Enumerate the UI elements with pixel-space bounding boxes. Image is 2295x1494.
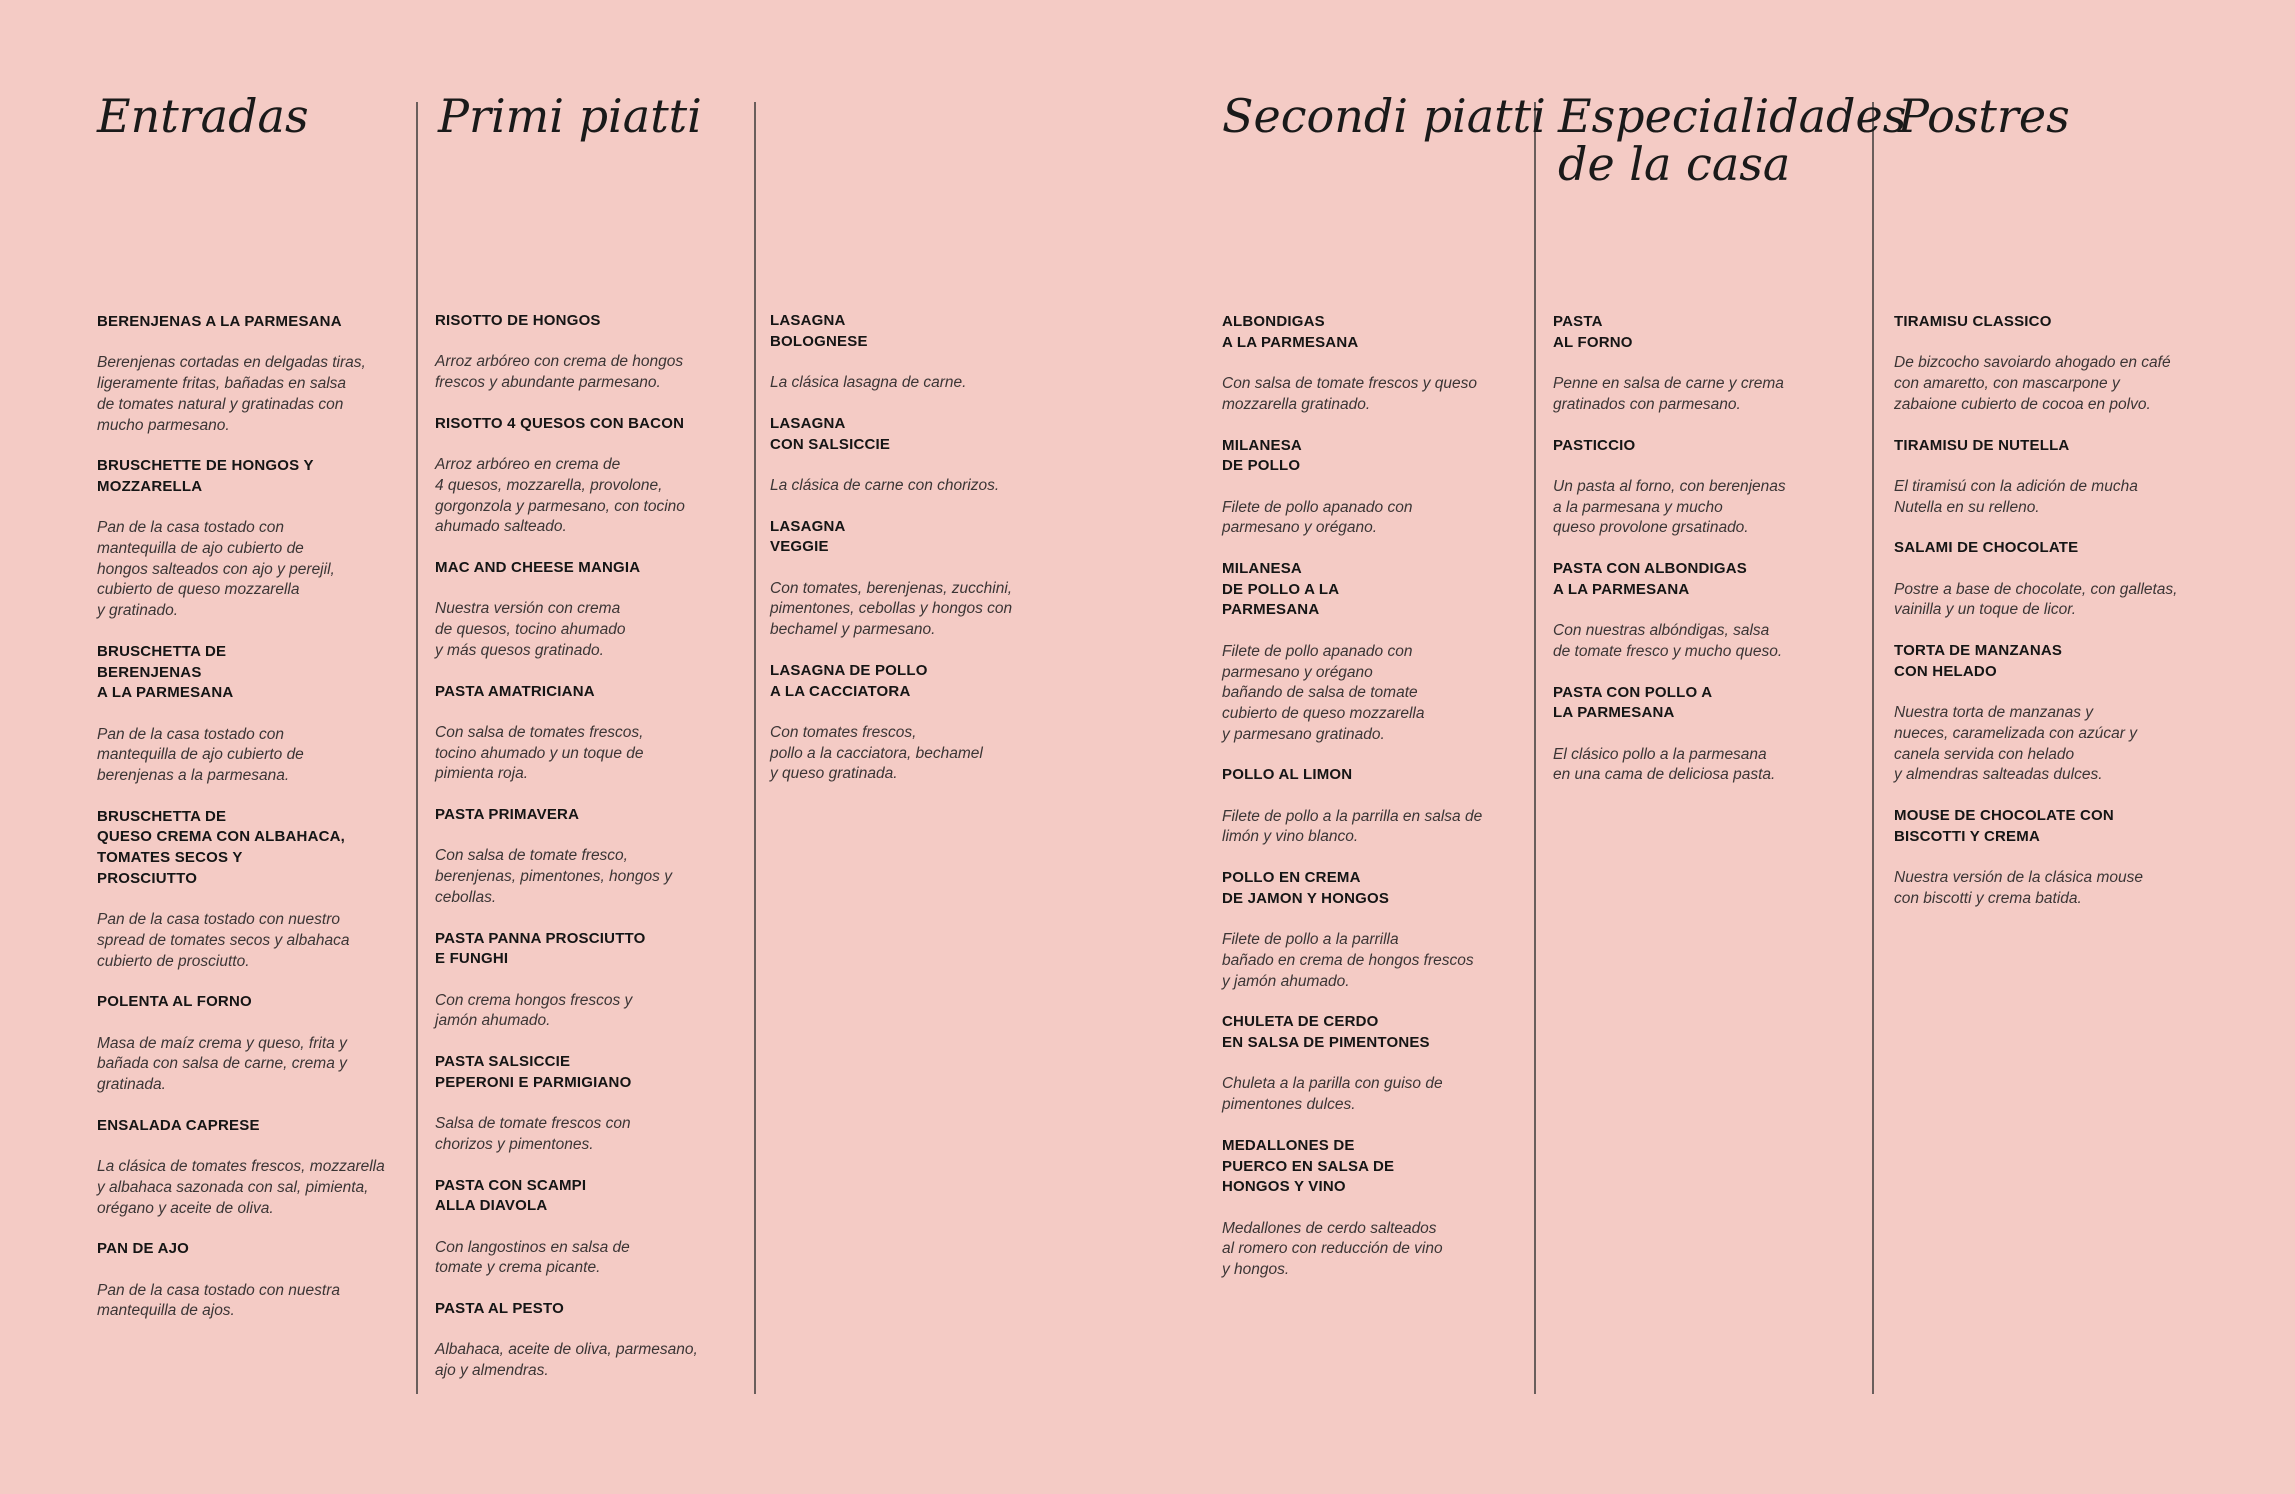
menu-item-description: Con salsa de tomate fresco, berenjenas, pimentones, hongos y cebollas. [435, 847, 672, 906]
menu-item [1553, 312, 1863, 416]
menu-item-description: Con salsa de tomates frescos, tocino ahumado y un toque de pimienta roja. [435, 723, 644, 783]
menu-item-description: El clásico pollo a la parmesana en una cama de deliciosa pasta. [1553, 745, 1776, 784]
menu-item-name: BRUSCHETTA DE QUESO CREMA CON ALBAHACA, TOMATES SECOS Y PROSCIUTTO [97, 807, 346, 887]
menu-item [1222, 765, 1527, 848]
menu-item-name: LASAGNA BOLOGNESE [770, 312, 868, 350]
menu-item [1222, 868, 1527, 992]
menu-item [770, 661, 1070, 785]
menu-item [1553, 683, 1863, 787]
menu-item-name: PASTA AMATRICIANA [435, 682, 595, 700]
menu-item-description: Masa de maíz crema y queso, frita y bañada con salsa de carne, crema y gratinada. [97, 1034, 347, 1094]
menu-item [1553, 559, 1863, 663]
menu-item-description: La clásica de tomates frescos, mozzarella y albahaca sazonada con sal, pimienta, orégano y aceite de oliva. [97, 1158, 385, 1217]
menu-item-description: Con nuestras albóndigas, salsa de tomate fresco y mucho queso. [1553, 622, 1783, 660]
items-primi-piatti [435, 311, 745, 1402]
menu-item [770, 311, 1070, 394]
menu-item-description: Pan de la casa tostado con mantequilla de ajo cubierto de berenjenas a la parmesana. [97, 725, 304, 785]
menu-item [435, 805, 745, 909]
menu-item [97, 992, 417, 1096]
menu-item [1553, 436, 1863, 540]
menu-item-description: Albahaca, aceite de oliva, parmesano, ajo y almendras. [435, 1341, 698, 1380]
menu-item-description: Postre a base de chocolate, con galletas, vainilla y un toque de licor. [1894, 580, 2178, 619]
menu-item-description: Pan de la casa tostado con nuestra mantequilla de ajos. [97, 1281, 340, 1320]
menu-item [1894, 312, 2224, 416]
column-divider [1872, 102, 1874, 1394]
menu-item-name: LASAGNA CON SALSICCIE [770, 414, 891, 453]
menu-item-name: CHULETA DE CERDO EN SALSA DE PIMENTONES [1222, 1013, 1430, 1052]
menu-item-name: MILANESA DE POLLO [1222, 436, 1302, 475]
menu-item-name: MOUSE DE CHOCOLATE CON BISCOTTI Y CREMA [1894, 807, 2114, 845]
menu-item-description: Con crema hongos frescos y jamón ahumado. [435, 991, 633, 1030]
menu-item-name: POLLO EN CREMA DE JAMON Y HONGOS [1222, 869, 1390, 907]
menu-item [97, 1239, 417, 1322]
menu-item-description: Berenjenas cortadas en delgadas tiras, ligeramente fritas, bañadas en salsa de tomates natural y gratinadas con mucho parmesano. [97, 354, 366, 434]
menu-item-name: LASAGNA VEGGIE [770, 517, 846, 556]
menu-item [435, 682, 745, 786]
menu-item [435, 558, 745, 662]
menu-item-description: Un pasta al forno, con berenjenas a la parmesana y mucho queso provolone grsatinado. [1553, 477, 1786, 537]
menu-item-name: BRUSCHETTA DE BERENJENAS A LA PARMESANA [97, 642, 234, 702]
menu-item-description: Nuestra versión con crema de quesos, tocino ahumado y más quesos gratinado. [435, 600, 626, 659]
menu-item [97, 807, 417, 973]
menu-item-description: Chuleta a la parilla con guiso de pimentones dulces. [1222, 1075, 1443, 1114]
menu-item-description: Filete de pollo a la parrilla bañado en crema de hongos frescos y jamón ahumado. [1222, 931, 1474, 990]
menu-item [1894, 806, 2224, 910]
menu-item-description: Pan de la casa tostado con nuestro spread de tomates secos y albahaca cubierto de prosciutto. [97, 911, 350, 970]
menu-item-description: Filete de pollo apanado con parmesano y orégano bañando de salsa de tomate cubierto de queso mozzarella y parmesano gratinado. [1222, 642, 1425, 743]
menu-item-name: PASTA AL PESTO [435, 1300, 564, 1317]
menu-item-name: PASTA SALSICCIE PEPERONI E PARMIGIANO [435, 1053, 632, 1091]
menu-item-description: Filete de pollo apanado con parmesano y orégano. [1222, 498, 1413, 537]
menu-item [1894, 641, 2224, 786]
menu-item-name: POLLO AL LIMON [1222, 766, 1353, 784]
menu-item-name: SALAMI DE CHOCOLATE [1894, 539, 2079, 557]
menu-item-description: Nuestra torta de manzanas y nueces, caramelizada con azúcar y canela servida con helado y almendras salteadas dulces. [1894, 704, 2137, 784]
menu-item-name: MAC AND CHEESE MANGIA [435, 559, 641, 576]
section-title-especialidades: Especialidades de la casa [1558, 89, 1907, 191]
menu-item-description: Penne en salsa de carne y crema gratinados con parmesano. [1553, 375, 1784, 413]
menu-item-name: ENSALADA CAPRESE [97, 1116, 260, 1134]
menu-item-name: ALBONDIGAS A LA PARMESANA [1222, 313, 1359, 351]
menu-item-description: La clásica lasagna de carne. [770, 374, 967, 392]
menu-item [435, 1176, 745, 1280]
items-entradas [97, 312, 417, 1342]
menu-item [770, 517, 1070, 641]
menu-item-description: Nuestra versión de la clásica mouse con biscotti y crema batida. [1894, 869, 2143, 907]
menu-item [1894, 538, 2224, 621]
menu-item-description: Con tomates, berenjenas, zucchini, pimentones, cebollas y hongos con bechamel y parmesano. [770, 579, 1013, 639]
menu-item [97, 312, 417, 436]
menu-item-description: Con salsa de tomate frescos y queso mozzarella gratinado. [1222, 375, 1478, 413]
items-secondi-piatti [1222, 312, 1527, 1301]
section-title-postres: Postres [1898, 89, 2070, 143]
menu-item-description: Arroz arbóreo con crema de hongos frescos y abundante parmesano. [435, 353, 684, 392]
menu-item [435, 1299, 745, 1382]
items-postres [1894, 312, 2224, 930]
menu-item [435, 929, 745, 1033]
menu-item-name: PAN DE AJO [97, 1240, 190, 1258]
column-divider [754, 102, 756, 1394]
menu-item-name: PASTICCIO [1553, 436, 1636, 454]
menu-item-name: RISOTTO DE HONGOS [435, 312, 601, 329]
menu-item-name: MILANESA DE POLLO A LA PARMESANA [1222, 560, 1340, 619]
section-title-entradas: Entradas [97, 89, 309, 143]
items-especialidades [1553, 312, 1863, 806]
menu-item [1222, 1136, 1527, 1281]
menu-item-description: El tiramisú con la adición de mucha Nutella en su relleno. [1894, 477, 2138, 516]
menu-item-name: MEDALLONES DE PUERCO EN SALSA DE HONGOS Y VINO [1222, 1136, 1395, 1196]
menu-item-name: TIRAMISU CLASSICO [1894, 313, 2052, 330]
menu-item [97, 642, 417, 787]
menu-item-name: POLENTA AL FORNO [97, 993, 252, 1011]
menu-item-name: TORTA DE MANZANAS CON HELADO [1894, 642, 2063, 680]
menu-item-description: La clásica de carne con chorizos. [770, 476, 1000, 494]
items-lasagna [770, 311, 1070, 805]
menu-item-description: Con tomates frescos, pollo a la cacciatora, bechamel y queso gratinada. [770, 723, 983, 783]
menu-item [1222, 559, 1527, 745]
menu-item-name: PASTA PRIMAVERA [435, 806, 580, 823]
menu-item [1894, 436, 2224, 519]
menu-item-description: Con langostinos en salsa de tomate y crema picante. [435, 1238, 630, 1277]
menu-item-name: PASTA CON ALBONDIGAS A LA PARMESANA [1553, 560, 1747, 598]
menu-item [435, 1052, 745, 1156]
menu-item-description: Pan de la casa tostado con mantequilla de ajo cubierto de hongos salteados con ajo y perejil, cubierto de queso mozzarella y gratinado. [97, 519, 335, 620]
menu-item [1222, 312, 1527, 416]
menu-item [770, 414, 1070, 497]
menu-item-description: Salsa de tomate frescos con chorizos y pimentones. [435, 1115, 631, 1153]
menu-item-name: LASAGNA DE POLLO A LA CACCIATORA [770, 661, 928, 700]
menu-item-description: Medallones de cerdo salteados al romero con reducción de vino y hongos. [1222, 1219, 1443, 1279]
menu-item-name: RISOTTO 4 QUESOS CON BACON [435, 414, 685, 432]
menu-item [435, 414, 745, 538]
menu-item-name: PASTA CON POLLO A LA PARMESANA [1553, 683, 1713, 722]
column-divider [1534, 102, 1536, 1394]
menu-item-name: PASTA PANNA PROSCIUTTO E FUNGHI [435, 929, 646, 968]
section-title-secondi-piatti: Secondi piatti [1222, 89, 1546, 143]
menu-item-name: BRUSCHETTE DE HONGOS Y MOZZARELLA [97, 457, 314, 495]
menu-item-name: TIRAMISU DE NUTELLA [1894, 436, 2070, 454]
menu-item [97, 1116, 417, 1220]
menu-item-name: BERENJENAS A LA PARMESANA [97, 313, 342, 330]
section-title-primi-piatti: Primi piatti [438, 89, 702, 143]
menu-item-name: PASTA AL FORNO [1553, 313, 1633, 351]
menu-item [97, 456, 417, 622]
menu-item [435, 311, 745, 394]
menu-item [1222, 1012, 1527, 1116]
menu-item-description: Filete de pollo a la parrilla en salsa de limón y vino blanco. [1222, 807, 1483, 846]
menu-item-description: Arroz arbóreo en crema de 4 quesos, mozzarella, provolone, gorgonzola y parmesano, con tocino ahumado salteado. [435, 456, 685, 536]
menu-item-description: De bizcocho savoiardo ahogado en café con amaretto, con mascarpone y zabaione cubierto de cocoa en polvo. [1894, 354, 2171, 413]
menu-item-name: PASTA CON SCAMPI ALLA DIAVOLA [435, 1176, 587, 1215]
menu-item [1222, 436, 1527, 540]
